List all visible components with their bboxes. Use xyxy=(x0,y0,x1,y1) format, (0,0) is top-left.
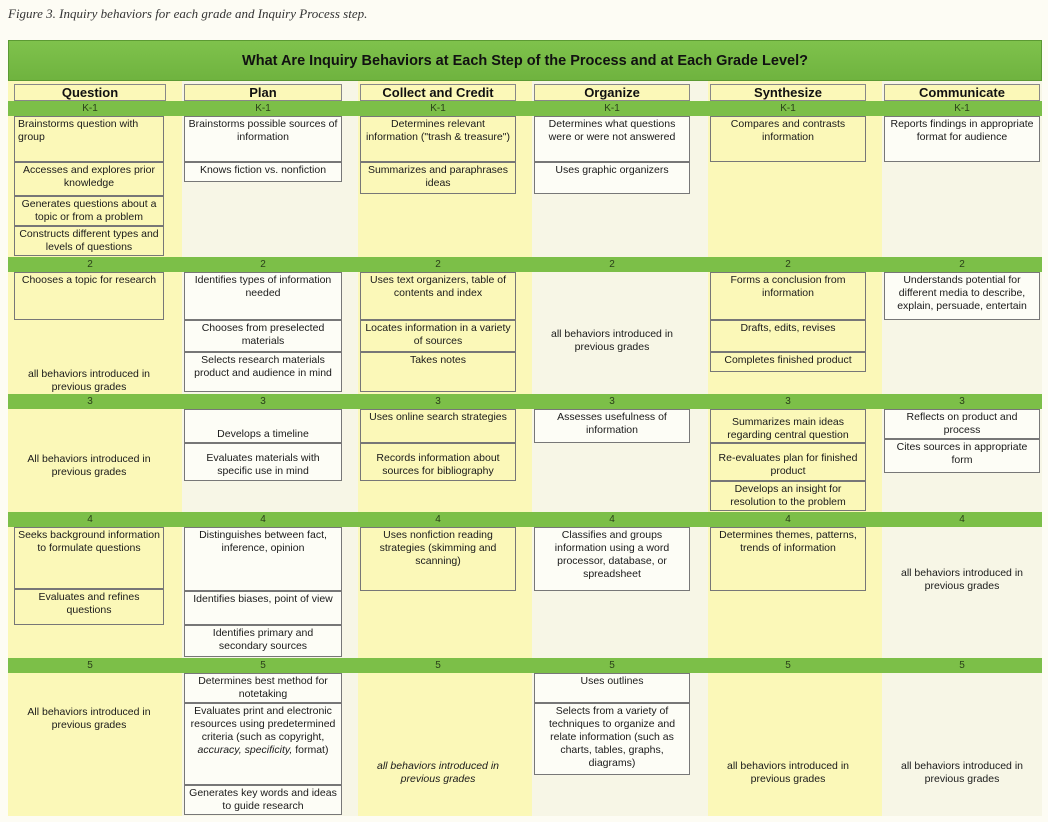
cell-3-synthesize-3: Develops an insight for resolution to the problem xyxy=(710,481,866,511)
cell-3-communicate-2: Cites sources in appropriate form xyxy=(884,439,1040,473)
cell-2-collect-3: Takes notes xyxy=(360,352,516,392)
cell-2-plan-3: Selects research materials product and audience in mind xyxy=(184,352,342,392)
grade-label: 4 xyxy=(260,514,266,525)
grade-label: 5 xyxy=(959,660,965,671)
cell-3-plan-1: Develops a timeline xyxy=(184,409,342,443)
grade-label: 4 xyxy=(87,514,93,525)
cell-3-plan-2: Evaluates materials with specific use in mind xyxy=(184,443,342,481)
cell-2-question-2: all behaviors introduced in previous grades xyxy=(28,368,150,393)
grade-label: 5 xyxy=(609,660,615,671)
cell-2-synthesize-2: Drafts, edits, revises xyxy=(710,320,866,352)
header-collect-and-credit: Collect and Credit xyxy=(360,84,516,101)
cell-k1-organize-2: Uses graphic organizers xyxy=(534,162,690,194)
cell-4-organize-1: Classifies and groups information using a word processor, database, or spreadsheet xyxy=(534,527,690,591)
cell-k1-question-2: Accesses and explores prior knowledge xyxy=(14,162,164,196)
grade-label: K-1 xyxy=(604,103,620,114)
cell-3-question-1: All behaviors introduced in previous grades xyxy=(27,453,151,478)
grade-label: K-1 xyxy=(780,103,796,114)
header-question: Question xyxy=(14,84,166,101)
grade-label: 3 xyxy=(260,396,266,407)
grade-label: K-1 xyxy=(954,103,970,114)
grade-label: 4 xyxy=(959,514,965,525)
grade-label: 5 xyxy=(260,660,266,671)
cell-2-communicate-1: Understands potential for different media to describe, explain, persuade, entertain xyxy=(884,272,1040,320)
cell-5-plan-2 xyxy=(184,703,342,785)
grade-label: 3 xyxy=(435,396,441,407)
cell-k1-collect-2: Summarizes and paraphrases ideas xyxy=(360,162,516,194)
grade-label: K-1 xyxy=(82,103,98,114)
grade-label: 3 xyxy=(87,396,93,407)
cell-2-plan-2: Chooses from preselected materials xyxy=(184,320,342,352)
cell-4-plan-3: Identifies primary and secondary sources xyxy=(184,625,342,657)
cell-k1-question-1: Brainstorms question with group xyxy=(14,116,164,162)
cell-5-synthesize-1: all behaviors introduced in previous grades xyxy=(727,760,849,785)
grade-label: 2 xyxy=(260,259,266,270)
grade-label: 2 xyxy=(785,259,791,270)
cell-3-collect-1: Uses online search strategies xyxy=(360,409,516,443)
inquiry-behaviors-table xyxy=(8,40,1042,816)
cell-4-plan-1: Distinguishes between fact, inference, opinion xyxy=(184,527,342,591)
header-organize: Organize xyxy=(534,84,690,101)
grade-label: 5 xyxy=(785,660,791,671)
grade-label: 3 xyxy=(785,396,791,407)
cell-2-organize-1: all behaviors introduced in previous grades xyxy=(551,328,673,353)
cell-k1-plan-2: Knows fiction vs. nonfiction xyxy=(184,162,342,182)
cell-5-organize-1: Uses outlines xyxy=(534,673,690,703)
cell-5-plan-1: Determines best method for notetaking xyxy=(184,673,342,703)
grade-label: K-1 xyxy=(430,103,446,114)
cell-k1-question-3: Generates questions about a topic or from a problem xyxy=(14,196,164,226)
grade-label: 3 xyxy=(609,396,615,407)
grade-label: 4 xyxy=(435,514,441,525)
cell-4-collect-1: Uses nonfiction reading strategies (skimming and scanning) xyxy=(360,527,516,591)
cell-5-plan-2-text: Evaluates print and electronic resources using predetermined criteria (such as copyright, xyxy=(190,705,336,743)
cell-2-plan-1: Identifies types of information needed xyxy=(184,272,342,320)
cell-5-plan-3: Generates key words and ideas to guide research xyxy=(184,785,342,815)
header-synthesize: Synthesize xyxy=(710,84,866,101)
cell-3-synthesize-2: Re-evaluates plan for finished product xyxy=(710,443,866,481)
cell-k1-collect-1: Determines relevant information ("trash & treasure") xyxy=(360,116,516,162)
cell-4-plan-2: Identifies biases, point of view xyxy=(184,591,342,625)
cell-5-collect-1: all behaviors introduced in previous grades xyxy=(377,760,499,785)
grade-label: 5 xyxy=(87,660,93,671)
cell-3-collect-2: Records information about sources for bibliography xyxy=(360,443,516,481)
grade-label: 2 xyxy=(959,259,965,270)
grade-label: 2 xyxy=(87,259,93,270)
cell-2-collect-2: Locates information in a variety of sources xyxy=(360,320,516,352)
cell-2-synthesize-1: Forms a conclusion from information xyxy=(710,272,866,320)
cell-5-question-1: All behaviors introduced in previous grades xyxy=(27,706,151,731)
cell-5-communicate-1: all behaviors introduced in previous grades xyxy=(901,760,1023,785)
grade-label: 3 xyxy=(959,396,965,407)
grade-label: 4 xyxy=(609,514,615,525)
cell-2-synthesize-3: Completes finished product xyxy=(710,352,866,372)
cell-k1-synthesize-1: Compares and contrasts information xyxy=(710,116,866,162)
cell-2-question-1: Chooses a topic for research xyxy=(14,272,164,320)
cell-2-collect-1: Uses text organizers, table of contents and index xyxy=(360,272,516,320)
grade-label: 2 xyxy=(435,259,441,270)
table-title: What Are Inquiry Behaviors at Each Step of the Process and at Each Grade Level? xyxy=(8,40,1042,81)
grade-label: 2 xyxy=(609,259,615,270)
cell-5-plan-2-italic: accuracy, specificity, xyxy=(197,744,293,756)
cell-k1-organize-1: Determines what questions were or were not answered xyxy=(534,116,690,162)
cell-5-plan-2-end: format) xyxy=(295,744,329,756)
cell-k1-plan-1: Brainstorms possible sources of information xyxy=(184,116,342,162)
cell-4-question-1: Seeks background information to formulate questions xyxy=(14,527,164,589)
cell-k1-question-4: Constructs different types and levels of questions xyxy=(14,226,164,256)
grade-label: K-1 xyxy=(255,103,271,114)
cell-4-communicate-1: all behaviors introduced in previous grades xyxy=(901,567,1023,592)
header-plan: Plan xyxy=(184,84,342,101)
grade-label: 4 xyxy=(785,514,791,525)
cell-5-organize-2: Selects from a variety of techniques to organize and relate information (such as charts, tables, graphs, diagrams) xyxy=(534,703,690,775)
cell-3-communicate-1: Reflects on product and process xyxy=(884,409,1040,439)
cell-4-question-2: Evaluates and refines questions xyxy=(14,589,164,625)
header-communicate: Communicate xyxy=(884,84,1040,101)
grade-label: 5 xyxy=(435,660,441,671)
cell-3-organize-1: Assesses usefulness of information xyxy=(534,409,690,443)
cell-k1-communicate-1: Reports findings in appropriate format for audience xyxy=(884,116,1040,162)
cell-3-synthesize-1: Summarizes main ideas regarding central question xyxy=(710,409,866,443)
cell-4-synthesize-1: Determines themes, patterns, trends of information xyxy=(710,527,866,591)
figure-caption: Figure 3. Inquiry behaviors for each grade and Inquiry Process step. xyxy=(8,6,368,21)
